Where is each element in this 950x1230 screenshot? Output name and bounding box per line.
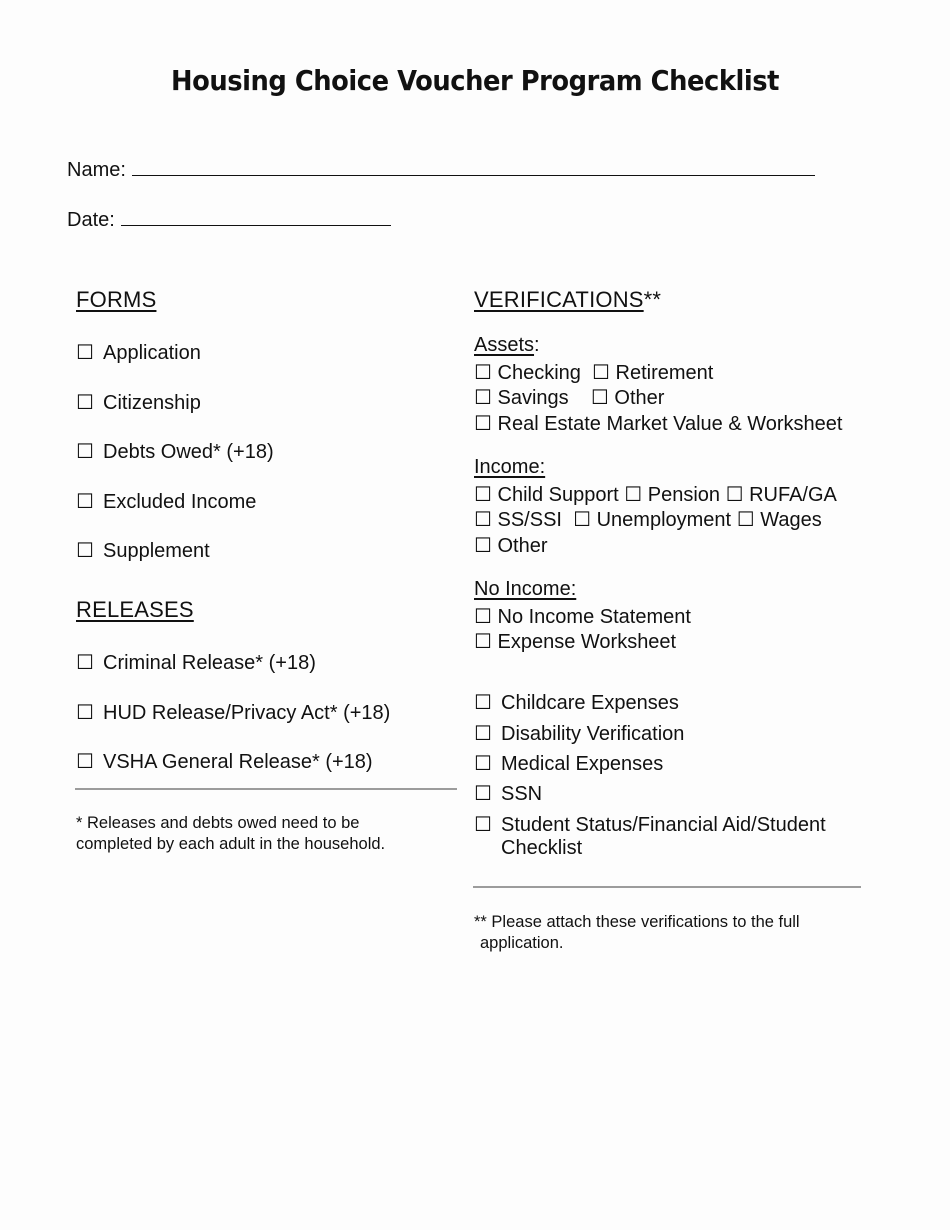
checkbox-icon[interactable]: ☐ [592,362,610,384]
checkbox-icon[interactable]: ☐ [474,814,492,836]
verifications-heading [474,287,661,313]
checkbox-icon[interactable]: ☐ [76,491,94,513]
checkbox-icon[interactable]: ☐ [474,692,492,714]
checkbox-label-continuation: Checklist [501,837,583,859]
checkbox-icon[interactable]: ☐ [725,484,744,506]
income-row [474,507,822,532]
checkbox-icon[interactable]: ☐ [474,362,492,384]
verifications-footnote [474,912,874,954]
checkbox-application[interactable] [76,340,201,365]
verifications-heading-suffix: ** [643,287,662,312]
checkbox-label: Medical Expenses [501,753,664,775]
checkbox-medical[interactable] [474,751,663,776]
checkbox-label: Childcare Expenses [501,692,679,714]
checkbox-label: Debts Owed* (+18) [103,441,274,463]
checkbox-label: Child Support [497,484,619,506]
assets-row [474,385,664,410]
checkbox-label: Unemployment [596,509,732,531]
date-field[interactable] [67,207,391,232]
assets-row [474,411,842,436]
checkbox-student-status[interactable] [474,812,826,837]
checkbox-criminal-release[interactable] [76,650,316,675]
checkbox-vsha-release[interactable] [76,749,373,774]
checkbox-label: Application [103,342,201,364]
checkbox-icon[interactable]: ☐ [474,783,492,805]
checkbox-icon[interactable]: ☐ [76,540,94,562]
checkbox-label: Student Status/Financial Aid/Student [501,814,826,836]
assets-label [474,334,540,357]
checkbox-disability[interactable] [474,721,684,746]
checkbox-icon[interactable]: ☐ [76,441,94,463]
checkbox-childcare[interactable] [474,690,679,715]
assets-colon: : [534,334,540,356]
checkbox-citizenship[interactable] [76,390,201,415]
forms-heading: FORMS [76,287,157,312]
checkbox-icon[interactable]: ☐ [76,342,94,364]
checkbox-label: Retirement [615,362,714,384]
checkbox-icon[interactable]: ☐ [474,631,492,653]
checkbox-icon[interactable]: ☐ [474,723,492,745]
assets-label-text: Assets [474,334,535,356]
checkbox-label: HUD Release/Privacy Act* (+18) [103,702,391,724]
checkbox-icon[interactable]: ☐ [76,751,94,773]
name-blank-line[interactable] [132,157,815,176]
divider [473,886,861,888]
no-income-label [474,578,576,601]
checkbox-label: Savings [497,387,569,409]
releases-heading: RELEASES [76,597,194,622]
checkbox-label: Expense Worksheet [497,631,677,653]
checkbox-label: Citizenship [103,392,201,414]
no-income-label-text: No Income: [474,578,577,600]
date-blank-line[interactable] [121,207,391,226]
checkbox-label: Excluded Income [103,491,257,513]
verifications-footnote-line2: application. [480,934,564,952]
checkbox-icon[interactable]: ☐ [474,484,492,506]
checkbox-label: SS/SSI [497,509,562,531]
checkbox-label: Wages [760,509,822,531]
verifications-heading-text: VERIFICATIONS [474,287,644,312]
checkbox-label: Real Estate Market Value & Worksheet [497,413,843,435]
checkbox-icon[interactable]: ☐ [474,413,492,435]
checkbox-icon[interactable]: ☐ [76,702,94,724]
checkbox-excluded-income[interactable] [76,489,256,514]
income-row [474,482,837,507]
no-income-row [474,629,676,654]
checkbox-label: SSN [501,783,543,805]
checkbox-icon[interactable]: ☐ [474,535,492,557]
checkbox-label: Disability Verification [501,723,685,745]
checkbox-supplement[interactable] [76,538,210,563]
income-label [474,456,545,479]
checkbox-icon[interactable]: ☐ [474,509,492,531]
checkbox-icon[interactable]: ☐ [76,392,94,414]
checkbox-label: Other [497,535,548,557]
checkbox-icon[interactable]: ☐ [573,509,592,531]
checkbox-label: No Income Statement [497,606,691,628]
checkbox-ssn[interactable] [474,781,542,806]
checkbox-debts-owed[interactable] [76,439,274,464]
verifications-footnote-line1: ** Please attach these verifications to the full [474,913,800,931]
checkbox-label: Pension [647,484,721,506]
divider [75,788,457,790]
checkbox-icon[interactable]: ☐ [736,509,755,531]
checkbox-icon[interactable]: ☐ [474,606,492,628]
date-label: Date: [67,209,115,231]
name-label: Name: [67,159,126,181]
releases-footnote: * Releases and debts owed need to be completed by each adult in the household. [76,814,386,853]
checkbox-label: VSHA General Release* (+18) [103,751,373,773]
checkbox-label: Criminal Release* (+18) [103,652,316,674]
checkbox-icon[interactable]: ☐ [76,652,94,674]
checkbox-label: Other [614,387,665,409]
checkbox-label: RUFA/GA [749,484,837,506]
checkbox-hud-release[interactable] [76,700,390,725]
income-row [474,533,548,558]
checkbox-icon[interactable]: ☐ [624,484,643,506]
checkbox-icon[interactable]: ☐ [474,387,492,409]
checkbox-icon[interactable]: ☐ [590,387,609,409]
checkbox-icon[interactable]: ☐ [474,753,492,775]
assets-row [474,360,713,385]
checkbox-label: Checking [497,362,581,384]
income-label-text: Income: [474,456,546,478]
name-field[interactable] [67,157,815,182]
no-income-row [474,604,691,629]
page-title: Housing Choice Voucher Program Checklist [171,64,779,97]
checkbox-label: Supplement [103,540,210,562]
